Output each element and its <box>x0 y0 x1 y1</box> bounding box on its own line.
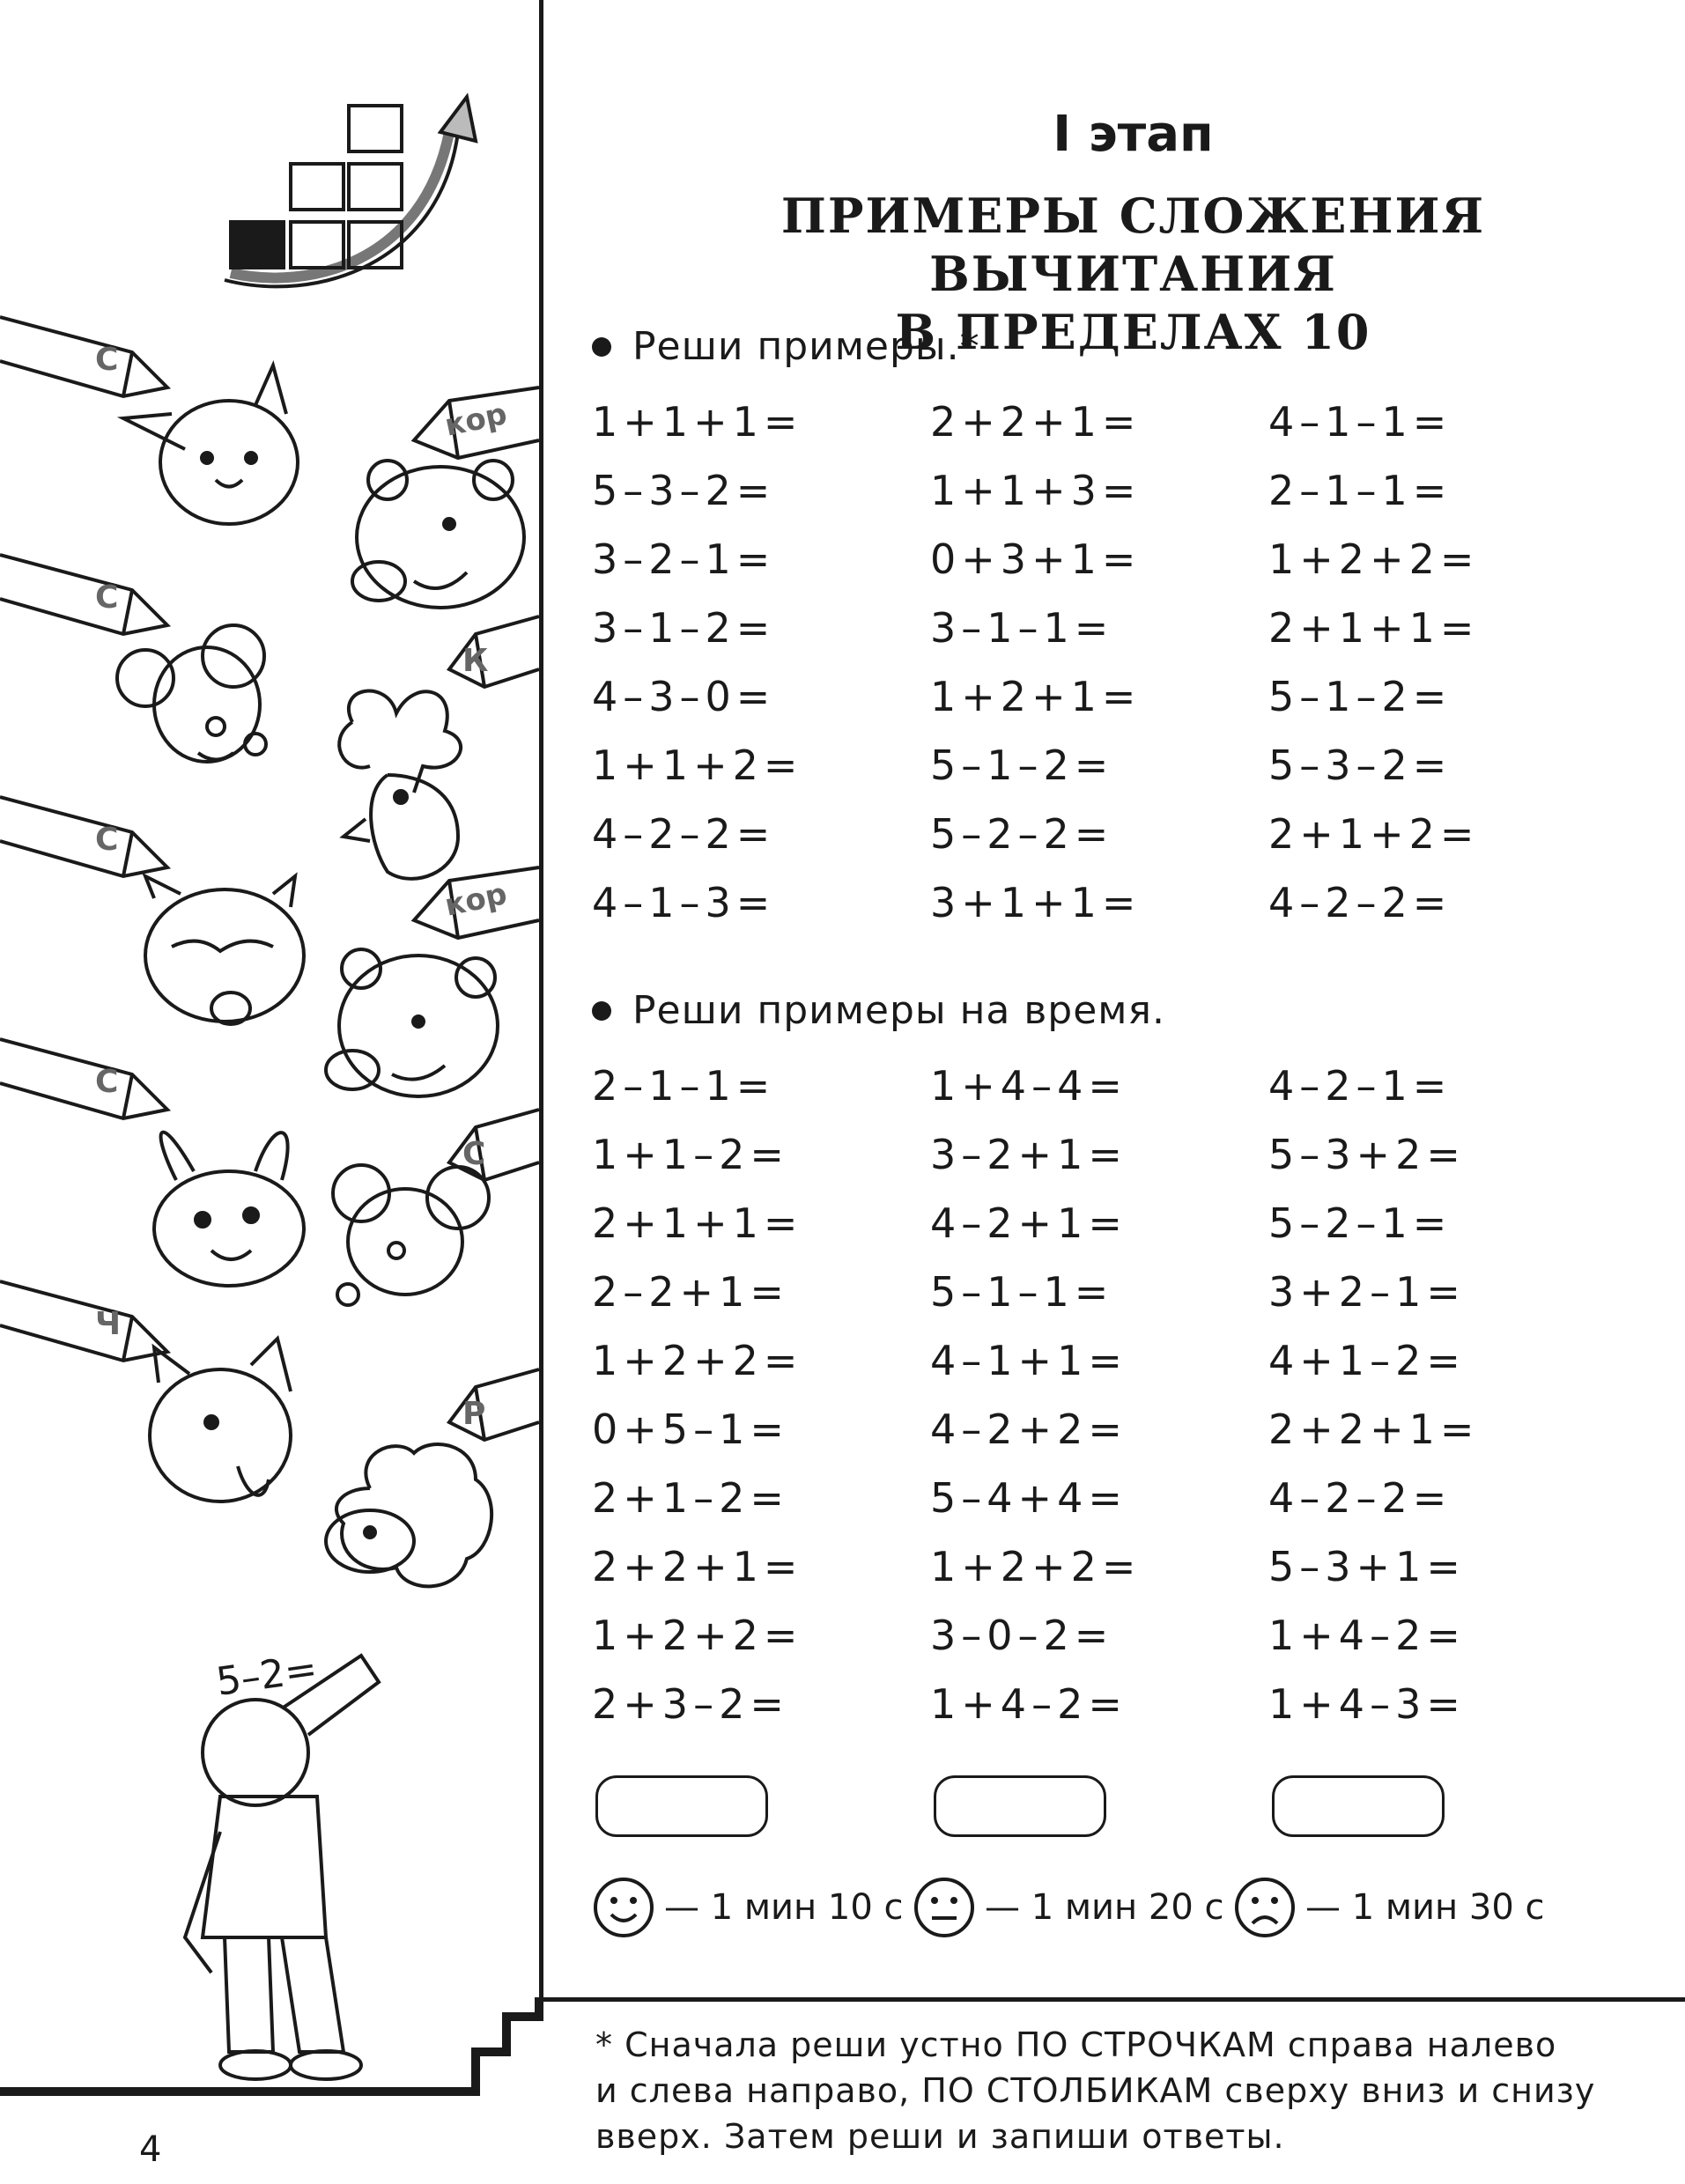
page-number: 4 <box>139 2129 162 2170</box>
section1-instruction <box>592 324 980 369</box>
time-answer-box-1[interactable] <box>595 1775 768 1837</box>
pencil-label-4: К <box>462 643 489 679</box>
problem: 1+2+2= <box>592 1337 803 1384</box>
time-answer-box-2[interactable] <box>934 1775 1106 1837</box>
timing-neutral-text: — 1 мин 20 с <box>985 1887 1224 1928</box>
timing-happy-text: — 1 мин 10 с <box>664 1887 904 1928</box>
bullet-icon <box>592 337 611 357</box>
problem: 1+2+2= <box>930 1543 1142 1590</box>
pencil-label-3: С <box>95 579 119 616</box>
problem: 3–2+1= <box>930 1131 1127 1178</box>
pencil-5 <box>0 797 167 876</box>
rooster-head-icon <box>339 691 461 879</box>
problem: 3–2–1= <box>592 535 776 583</box>
problem: 2+2+1= <box>592 1543 803 1590</box>
problem: 4–1–1= <box>1268 398 1452 446</box>
problem: 2+1+2= <box>1268 810 1480 858</box>
problem: 4–2–2= <box>1268 879 1452 926</box>
section1-problems-grid <box>592 387 1607 937</box>
problem: 4–2–1= <box>1268 1062 1452 1110</box>
neutral-face-icon <box>913 1876 976 1939</box>
problem: 2+1–2= <box>592 1474 789 1522</box>
problem: 5–1–2= <box>930 742 1114 789</box>
pencil-label-5: С <box>95 822 119 858</box>
problem: 2+1+1= <box>1268 604 1480 652</box>
problem: 5–2–2= <box>930 810 1114 858</box>
section1-instruction-text: Реши примеры.* <box>632 324 980 369</box>
problem: 3–1–1= <box>930 604 1114 652</box>
pencil-label-10: Р <box>462 1396 486 1432</box>
bear2-face-icon <box>326 949 498 1096</box>
pencil-label-8: С <box>462 1136 486 1172</box>
sad-face-icon <box>1233 1876 1297 1939</box>
problem: 1+4–2= <box>930 1680 1127 1728</box>
problem: 1+1+3= <box>930 467 1142 514</box>
footnote-line-2: и слева направо, ПО СТОЛБИКАМ сверху вниз и снизу <box>595 2071 1596 2110</box>
pencil-label-2: кор <box>441 395 511 444</box>
problem: 5–3+2= <box>1268 1131 1466 1178</box>
problem: 2+2+1= <box>930 398 1142 446</box>
rabbit-face-icon <box>154 1133 304 1286</box>
time-answer-box-3[interactable] <box>1272 1775 1445 1837</box>
problem: 4–2–2= <box>1268 1474 1452 1522</box>
timing-sad <box>1233 1876 1545 1939</box>
section2-instruction-text: Реши примеры на время. <box>632 988 1165 1033</box>
timing-sad-text: — 1 мин 30 с <box>1305 1887 1545 1928</box>
problem: 5–1–1= <box>930 1268 1114 1316</box>
problem: 1+4–2= <box>1268 1612 1466 1659</box>
pencil-label-9: Ч <box>95 1306 122 1342</box>
problem: 4–1–3= <box>592 879 776 926</box>
pencil-label-6: кор <box>441 875 511 924</box>
problem: 5–1–2= <box>1268 673 1452 720</box>
page-title-line-1: ПРИМЕРЫ СЛОЖЕНИЯ ВЫЧИТАНИЯ <box>780 188 1486 302</box>
bear-face-icon <box>352 461 524 608</box>
problem: 4–3–0= <box>592 673 776 720</box>
mouse2-face-icon <box>333 1165 489 1305</box>
problem: 4+1–2= <box>1268 1337 1466 1384</box>
section2-instruction <box>592 988 1165 1033</box>
problem: 2–1–1= <box>1268 467 1452 514</box>
pencil-7 <box>0 1039 167 1118</box>
board-equation: 5–2= <box>213 1646 321 1705</box>
pencil-label-1: С <box>95 342 119 378</box>
bullet-icon <box>592 1001 611 1021</box>
problem: 2–1–1= <box>592 1062 776 1110</box>
problem: 5–3–2= <box>592 467 776 514</box>
problem: 2–2+1= <box>592 1268 789 1316</box>
footnote <box>595 2022 1608 2159</box>
problem: 3–1–2= <box>592 604 776 652</box>
footnote-line-1: * Сначала реши устно ПО СТРОЧКАМ справа налево <box>595 2025 1557 2064</box>
page-divider-vertical <box>539 0 543 1999</box>
problem: 3+1+1= <box>930 879 1142 926</box>
dog-face-icon <box>150 1339 291 1502</box>
pencil-3 <box>0 555 167 634</box>
happy-face-icon <box>592 1876 655 1939</box>
problem: 1+4–3= <box>1268 1680 1466 1728</box>
pencil-label-7: С <box>95 1064 119 1100</box>
timing-neutral <box>913 1876 1224 1939</box>
problem: 2+1+1= <box>592 1199 803 1247</box>
problem: 1+2+2= <box>1268 535 1480 583</box>
problem: 3–0–2= <box>930 1612 1114 1659</box>
boy-writing-icon <box>185 1656 379 2079</box>
problem: 3+2–1= <box>1268 1268 1466 1316</box>
staircase-logo-icon <box>225 97 476 286</box>
raccoon-face-icon <box>145 876 304 1024</box>
sheep-face-icon <box>326 1444 491 1586</box>
problem: 5–2–1= <box>1268 1199 1452 1247</box>
left-illustration-strip <box>0 0 546 2184</box>
pencil-9 <box>0 1281 167 1361</box>
footnote-line-3: вверх. Затем реши и запиши ответы. <box>595 2117 1285 2156</box>
problem: 1+1+2= <box>592 742 803 789</box>
pencil-1 <box>0 317 167 396</box>
problem: 4–1+1= <box>930 1337 1127 1384</box>
problem: 5–4+4= <box>930 1474 1127 1522</box>
mouse-face-icon <box>117 625 266 762</box>
stage-title: I этап <box>1053 106 1214 163</box>
problem: 0+5–1= <box>592 1406 789 1453</box>
problem: 2+3–2= <box>592 1680 789 1728</box>
section2-problems-grid <box>592 1051 1607 1738</box>
problem: 5–3+1= <box>1268 1543 1466 1590</box>
page-title-line-2: В ПРЕДЕЛАХ 10 <box>895 304 1371 360</box>
footnote-divider <box>539 1997 1685 2002</box>
problem: 0+3+1= <box>930 535 1142 583</box>
problem: 1+1–2= <box>592 1131 789 1178</box>
problem: 2+2+1= <box>1268 1406 1480 1453</box>
problem: 4–2–2= <box>592 810 776 858</box>
problem: 1+2+2= <box>592 1612 803 1659</box>
problem: 5–3–2= <box>1268 742 1452 789</box>
problem: 4–2+1= <box>930 1199 1127 1247</box>
problem: 1+2+1= <box>930 673 1142 720</box>
timing-happy <box>592 1876 904 1939</box>
cat-face-icon <box>123 365 298 524</box>
problem: 1+1+1= <box>592 398 803 446</box>
problem: 4–2+2= <box>930 1406 1127 1453</box>
problem: 1+4–4= <box>930 1062 1127 1110</box>
